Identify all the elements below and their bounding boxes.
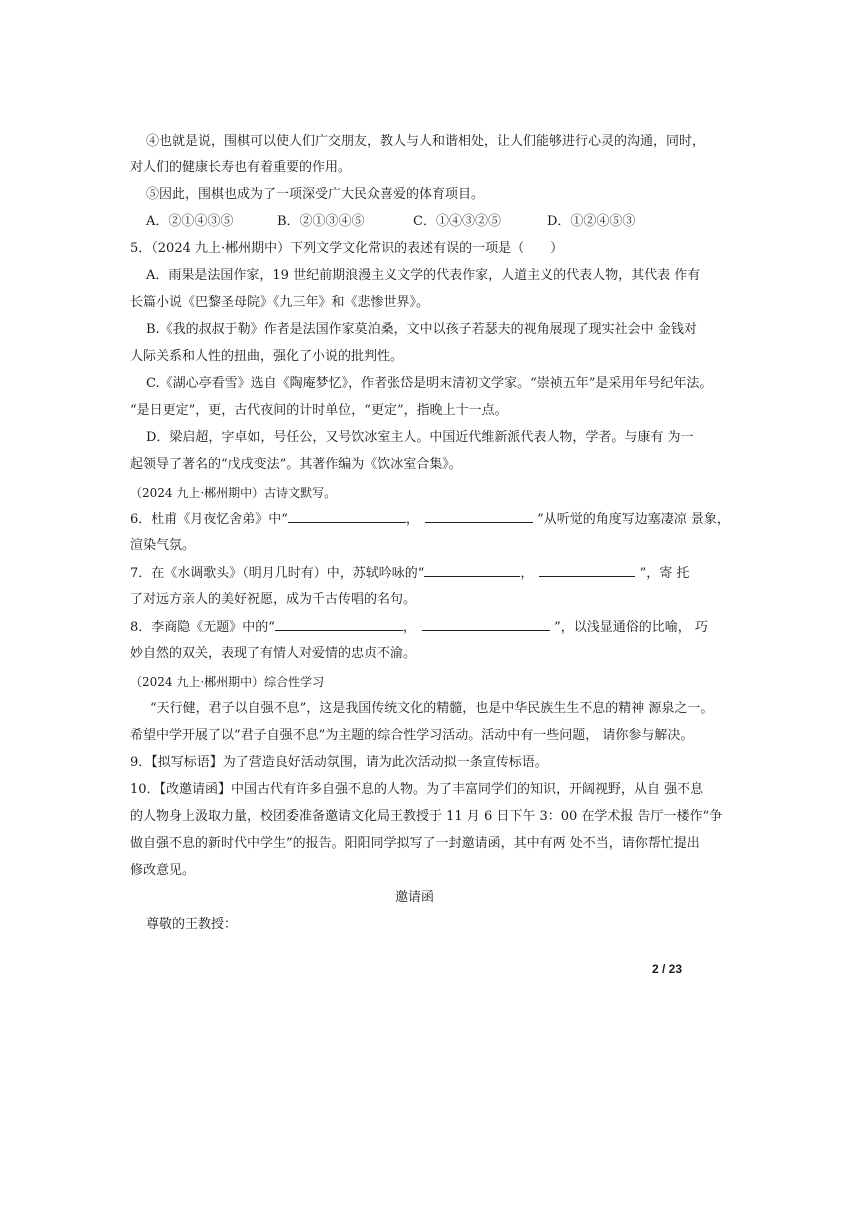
question-10-line-4: 修改意见。 (130, 863, 196, 878)
question-6-line-1 (130, 510, 730, 529)
question-10-line-3: 做自强不息的新时代中学生”的报告。阳阳同学拟写了一封邀请函，其中有两 处不当，请你帮忙提出 (130, 836, 700, 851)
question-9: 9．【拟写标语】为了营造良好活动氛围，请为此次活动拟一条宣传标语。 (130, 755, 548, 770)
section-poetry-heading: （2024 九上·郴州期中）古诗文默写。 (130, 486, 337, 500)
question-7-line-1 (130, 564, 689, 583)
paragraph-4-line-1: ④也就是说，围棋可以使人们广交朋友，教人与人和谐相处，让人们能够进行心灵的沟通，同时， (146, 134, 706, 149)
letter-title: 邀请函 (395, 890, 435, 905)
question-6-comma: ， (405, 512, 419, 527)
question-6-suffix: ”从听觉的角度写边塞凄凉 景象， (532, 512, 730, 527)
question-6-prefix: 6．杜甫《月夜忆舍弟》中“ (130, 512, 288, 527)
question-7-prefix: 7．在《水调歌头》（明月几时有）中，苏轼吟咏的“ (130, 566, 425, 581)
question-5-option-b-line-2: 人际关系和人性的扭曲，强化了小说的批判性。 (130, 349, 404, 364)
answer-blank[interactable] (425, 510, 533, 523)
question-8-comma: ， (402, 620, 416, 635)
question-8-line-1 (130, 618, 708, 637)
question-7-comma: ， (520, 566, 534, 581)
question-10-line-2: 的人物身上汲取力量，校团委准备邀请文化局王教授于 11 月 6 日下午 3：00 在学术报 告厅一楼作“争 (130, 809, 723, 824)
answer-blank[interactable] (422, 618, 550, 631)
option-b: B．②①③④⑤ (277, 214, 365, 229)
paragraph-4-line-2: 对人们的健康长寿也有着重要的作用。 (130, 160, 352, 175)
intro-line-2: 希望中学开展了以“君子自强不息”为主题的综合性学习活动。活动中有一些问题， 请你参与解决。 (130, 728, 694, 743)
question-4-options (146, 213, 635, 231)
question-6-line-2: 渲染气氛。 (130, 538, 196, 553)
question-8-line-2: 妙自然的双关，表现了有情人对爱情的忠贞不渝。 (130, 646, 417, 661)
question-7-suffix: ”，寄 托 (635, 566, 690, 581)
option-c: C．①④③②⑤ (413, 214, 501, 229)
page-number: 2 / 23 (652, 962, 683, 976)
section-comprehensive-heading: （2024 九上·郴州期中）综合性学习 (130, 675, 325, 689)
question-5-option-a-line-2: 长篇小说《巴黎圣母院》《九三年》和《悲惨世界》。 (130, 295, 430, 310)
option-a: A．②①④③⑤ (146, 214, 234, 229)
question-7-line-2: 了对远方亲人的美好祝愿，成为千古传唱的名句。 (130, 592, 417, 607)
paragraph-5: ⑤因此，围棋也成为了一项深受广大民众喜爱的体育项目。 (146, 187, 485, 202)
question-5-option-b-line-1: B.《我的叔叔于勒》作者是法国作家莫泊桑，文中以孩子若瑟夫的视角展现了现实社会中 金钱对 (146, 322, 697, 337)
question-8-prefix: 8．李商隐《无题》中的“ (130, 620, 275, 635)
answer-blank[interactable] (288, 510, 406, 523)
answer-blank[interactable] (424, 564, 520, 577)
option-d: D．①②④⑤③ (547, 214, 636, 229)
letter-greeting: 尊敬的王教授： (146, 917, 238, 932)
question-5-stem: 5．（2024 九上·郴州期中）下列文学文化常识的表述有误的一项是（ ） (130, 241, 564, 256)
answer-blank[interactable] (539, 564, 635, 577)
question-5-option-a-line-1: A．雨果是法国作家，19 世纪前期浪漫主义文学的代表作家，人道主义的代表人物，其代表 作有 (146, 268, 701, 283)
question-5-option-d-line-2: 起领导了著名的“戊戌变法”。其著作编为《饮冰室合集》。 (130, 457, 462, 472)
question-5-option-d-line-1: D．梁启超，字卓如，号任公，又号饮冰室主人。中国近代维新派代表人物，学者。与康有 为一 (146, 430, 694, 445)
intro-line-1: “天行健，君子以自强不息”，这是我国传统文化的精髓，也是中华民族生生不息的精神 源泉之一。 (150, 701, 714, 716)
answer-blank[interactable] (275, 618, 403, 631)
question-8-suffix: ”，以浅显通俗的比喻， 巧 (549, 620, 708, 635)
question-5-option-c-line-1: C.《湖心亭看雪》选自《陶庵梦忆》，作者张岱是明末清初文学家。“崇祯五年”是采用年号纪年法。 (146, 376, 713, 391)
question-10-line-1: 10．【改邀请函】中国古代有许多自强不息的人物。为了丰富同学们的知识，开阔视野，从自 强不息 (130, 782, 704, 797)
question-5-option-c-line-2: “是日更定”，更，古代夜间的计时单位，“更定”，指晚上十一点。 (130, 403, 508, 418)
